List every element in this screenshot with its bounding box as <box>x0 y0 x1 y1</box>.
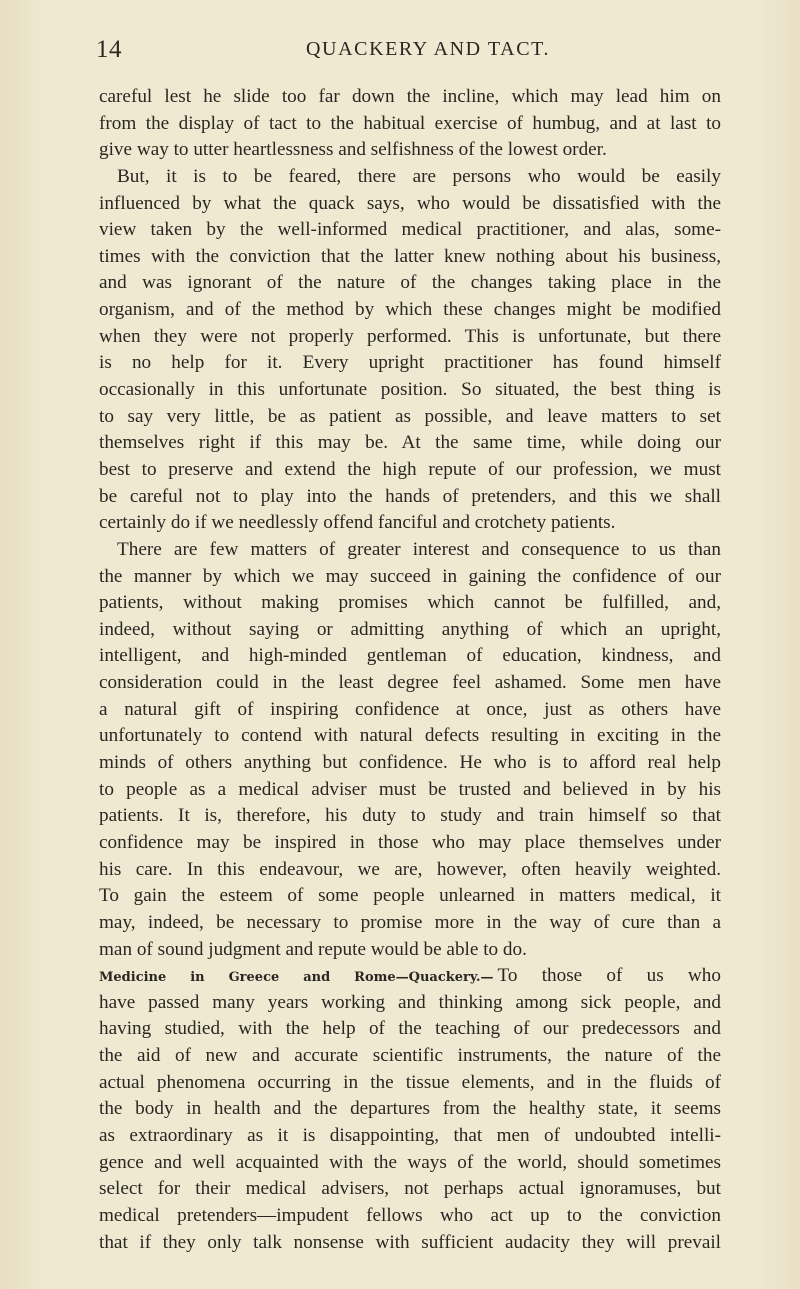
text-line: having studied, with the help of the teaching of our predecessors and <box>99 1018 721 1040</box>
text-line: and was ignorant of the nature of the changes taking place in the <box>99 272 721 294</box>
text-line: a natural gift of inspiring confidence at once, just as others have <box>99 698 721 720</box>
text-line: the aid of new and accurate scientific instruments, the nature of the <box>99 1045 721 1067</box>
text-line: the body in health and the departures from the healthy state, it seems <box>99 1098 721 1120</box>
text-line: To gain the esteem of some people unlearned in matters medical, it <box>99 885 721 907</box>
text-line: patients. It is, therefore, his duty to study and train himself so that <box>99 805 721 827</box>
sidehead-line <box>99 963 721 990</box>
text-line: best to preserve and extend the high repute of our profession, we must <box>99 458 721 480</box>
text-line: actual phenomena occurring in the tissue elements, and in the fluids of <box>99 1071 721 1093</box>
body-text <box>99 84 721 1256</box>
running-head <box>96 36 744 66</box>
text-line: consideration could in the least degree feel ashamed. Some men have <box>99 672 721 694</box>
text-line: from the display of tact to the habitual exercise of humbug, and at last to <box>99 112 721 134</box>
text-line: be careful not to play into the hands of pretenders, and this we shall <box>99 485 721 507</box>
text-line: organism, and of the method by which these changes might be modified <box>99 299 721 321</box>
text-line: have passed many years working and thinking among sick people, and <box>99 991 721 1013</box>
text-line: minds of others anything but confidence. He who is to afford real help <box>99 752 721 774</box>
text-line: that if they only talk nonsense with sufficient audacity they will prevail <box>99 1231 721 1253</box>
text-line: unfortunately to contend with natural defects resulting in exciting in the <box>99 725 721 747</box>
section-sidehead: Medicine in Greece and Rome—Quackery.— <box>99 970 494 986</box>
text-line: the manner by which we may succeed in gaining the confidence of our <box>99 565 721 587</box>
text-line: patients, without making promises which cannot be fulfilled, and, <box>99 592 721 614</box>
text-line: his care. In this endeavour, we are, however, often heavily weighted. <box>99 858 721 880</box>
text-line: to say very little, be as patient as possible, and leave matters to set <box>99 405 721 427</box>
text-line: confidence may be inspired in those who may place themselves under <box>99 831 721 853</box>
running-head-title: QUACKERY AND TACT. <box>306 38 551 60</box>
text-line: to people as a medical adviser must be trusted and believed in by his <box>99 778 721 800</box>
page-number: 14 <box>96 36 122 63</box>
paragraph-start-line: But, it is to be feared, there are persons who would be easily <box>117 165 721 187</box>
text-line: careful lest he slide too far down the incline, which may lead him on <box>99 86 721 107</box>
text-line: medical pretenders—impudent fellows who act up to the conviction <box>99 1204 721 1226</box>
text-line: view taken by the well-informed medical practitioner, and alas, some- <box>99 219 721 241</box>
text-line: man of sound judgment and repute would be able to do. <box>99 938 527 960</box>
text-line: times with the conviction that the latter knew nothing about his business, <box>99 245 721 267</box>
paragraph-start-line: There are few matters of greater interest and consequence to us than <box>117 538 721 560</box>
text-line: occasionally in this unfortunate position. So situated, the best thing is <box>99 379 721 401</box>
text-line: may, indeed, be necessary to promise more in the way of cure than a <box>99 911 721 933</box>
text-line: as extraordinary as it is disappointing, that men of undoubted intelli- <box>99 1124 721 1146</box>
text-line: select for their medical advisers, not perhaps actual ignoramuses, but <box>99 1178 721 1200</box>
text-line: certainly do if we needlessly offend fanciful and crotchety patients. <box>99 512 616 534</box>
text-line: gence and well acquainted with the ways of the world, should sometimes <box>99 1151 721 1173</box>
text-line: indeed, without saying or admitting anything of which an upright, <box>99 618 721 640</box>
text-line: give way to utter heartlessness and selfishness of the lowest order. <box>99 139 607 161</box>
text-line: when they were not properly performed. This is unfortunate, but there <box>99 325 721 347</box>
text-line: is no help for it. Every upright practitioner has found himself <box>99 352 721 374</box>
sidehead-line-text: To those of us who <box>497 965 721 987</box>
text-line: intelligent, and high-minded gentleman of education, kindness, and <box>99 645 721 667</box>
text-line: themselves right if this may be. At the same time, while doing our <box>99 432 721 454</box>
text-line: influenced by what the quack says, who would be dissatisfied with the <box>99 192 721 214</box>
